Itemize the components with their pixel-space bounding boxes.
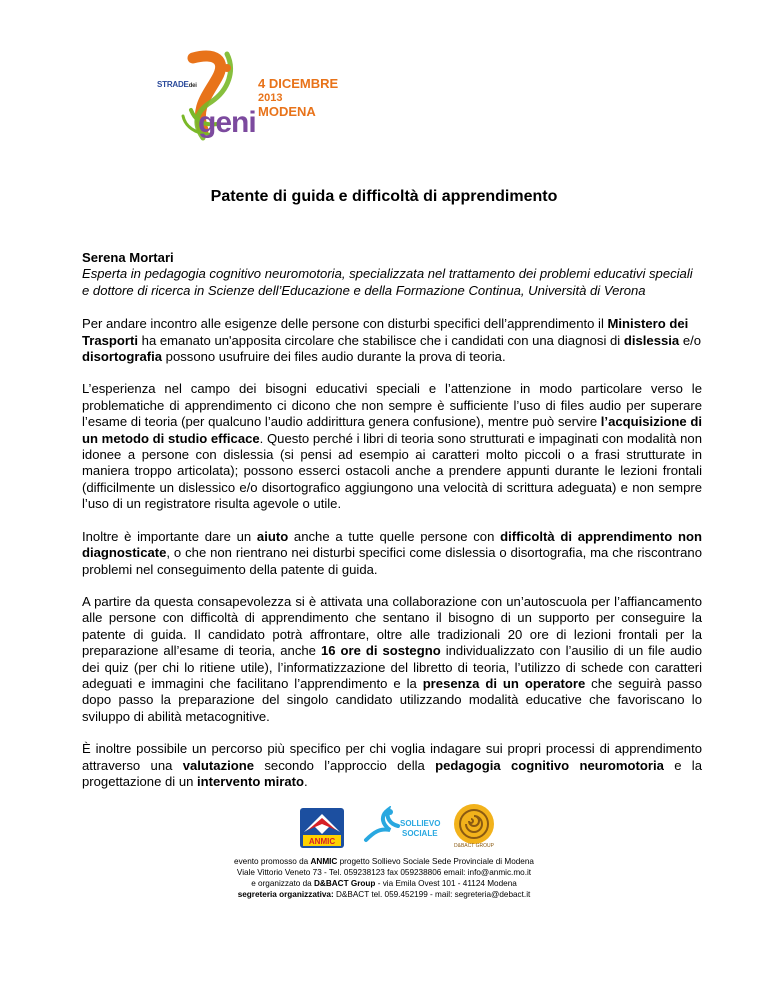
- event-city: MODENA: [258, 104, 316, 119]
- sollievo-sociale-logo-icon: [360, 806, 442, 848]
- event-date: 4 DICEMBRE: [258, 76, 339, 91]
- footer: [0, 856, 768, 900]
- footer-line-2: Viale Vittorio Veneto 73 - Tel. 059238123 fax 059238806 email: info@anmic.mo.it: [236, 868, 532, 877]
- svg-text:SOCIALE: SOCIALE: [402, 829, 438, 838]
- document-title: Patente di guida e difficoltà di apprendimento: [210, 188, 558, 205]
- svg-text:D&BACT GROUP: D&BACT GROUP: [454, 843, 494, 848]
- event-logo: [155, 50, 365, 145]
- debact-group-logo-icon: [450, 802, 498, 848]
- anmic-logo-icon: [300, 808, 344, 848]
- footer-line-1: evento promosso da ANMIC progetto Sollievo Sociale Sede Provinciale di Modena: [234, 857, 534, 866]
- footer-line-3: e organizzato da D&BACT Group - via Emila Ovest 101 - 41124 Modena: [251, 879, 517, 888]
- logo-strade-text: STRADEdei: [157, 80, 197, 89]
- logo-geni-text: geni: [198, 106, 256, 139]
- logo-event-info: [258, 77, 338, 119]
- paragraph-1: Per andare incontro alle esigenze delle persone con disturbi specifici dell’apprendimento il Ministero dei Trasporti ha emanato un'apposita circolare che stabilisce che i candidati con una diagnosi di dislessia e/o disortografia possono usufruire dei files audio durante la prova di teoria.: [82, 316, 702, 365]
- svg-text:ANMIC: ANMIC: [308, 837, 336, 846]
- document-body: [82, 250, 702, 806]
- sponsor-logos: [300, 800, 540, 850]
- svg-text:SOLLIEVO: SOLLIEVO: [400, 819, 441, 828]
- paragraph-3: Inoltre è importante dare un aiuto anche a tutte quelle persone con difficoltà di apprendimento non diagnosticate, o che non rientrano nei disturbi specifici come dislessia o disortografia, ma che riscontrano problemi nel conseguimento della patente di guida.: [82, 528, 703, 577]
- paragraph-4: A partire da questa consapevolezza si è attivata una collaborazione con un’autoscuola per l’affiancamento alle persone con difficoltà di apprendimento che sentano il bisogno di un supporto per conseguire la patente di guida. Il candidato potrà affrontare, oltre alle tradizionali 20 ore di lezioni frontali per la preparazione all’esame di teoria, anche 16 ore di sostegno individualizzato con l’ausilio di un file audio dei quiz (per chi lo ritiene utile), l’informatizzazione del libretto di teoria, l’utilizzo di schede con caratteri adeguati e immagini che facilitano l’apprendimento e la presenza di un operatore che seguirà passo dopo passo la preparazione del singolo candidato utilizzando modalità educative che favoriscano lo sviluppo di abilità metacognitive.: [82, 593, 702, 724]
- event-year: 2013: [258, 92, 283, 104]
- author-name: Serena Mortari: [82, 250, 174, 265]
- author-description: Esperta in pedagogia cognitivo neuromotoria, specializzata nel trattamento dei problemi educativi speciali e dottore di ricerca in Scienze dell’Educazione e della Formazione Continua, Università di Verona: [82, 266, 693, 298]
- paragraph-2: L’esperienza nel campo dei bisogni educativi speciali e l’attenzione in modo particolare verso le problematiche di apprendimento ci dicono che non sempre è sufficiente l’uso di files audio per superare l’esame di teoria (per qualcuno l’audio addirittura genera confusione), mentre può servire l’acquisizione di un metodo di studio efficace. Questo perché i libri di teoria sono strutturati e impaginati con modalità non idonee a persone con dislessia (si pensi ad esempio ai caratteri molto piccoli o a frasi strutturate in maniera troppo articolata); possono esserci ostacoli anche a prendere appunti durante le lezioni frontali (difficilmente un dislessico e/o disortografico aggiungono una velocità di scrittura adeguata) e non sempre l’uso di un registratore risulta agevole o utile.: [82, 381, 702, 512]
- footer-line-4: segreteria organizzativa: D&BACT tel. 059.452199 - mail: segreteria@debact.it: [237, 890, 531, 899]
- paragraph-5: È inoltre possibile un percorso più specifico per chi voglia indagare sui propri processi di apprendimento attraverso una valutazione secondo l’approccio della pedagogia cognitivo neuromotoria e la progettazione di un intervento mirato.: [82, 741, 702, 789]
